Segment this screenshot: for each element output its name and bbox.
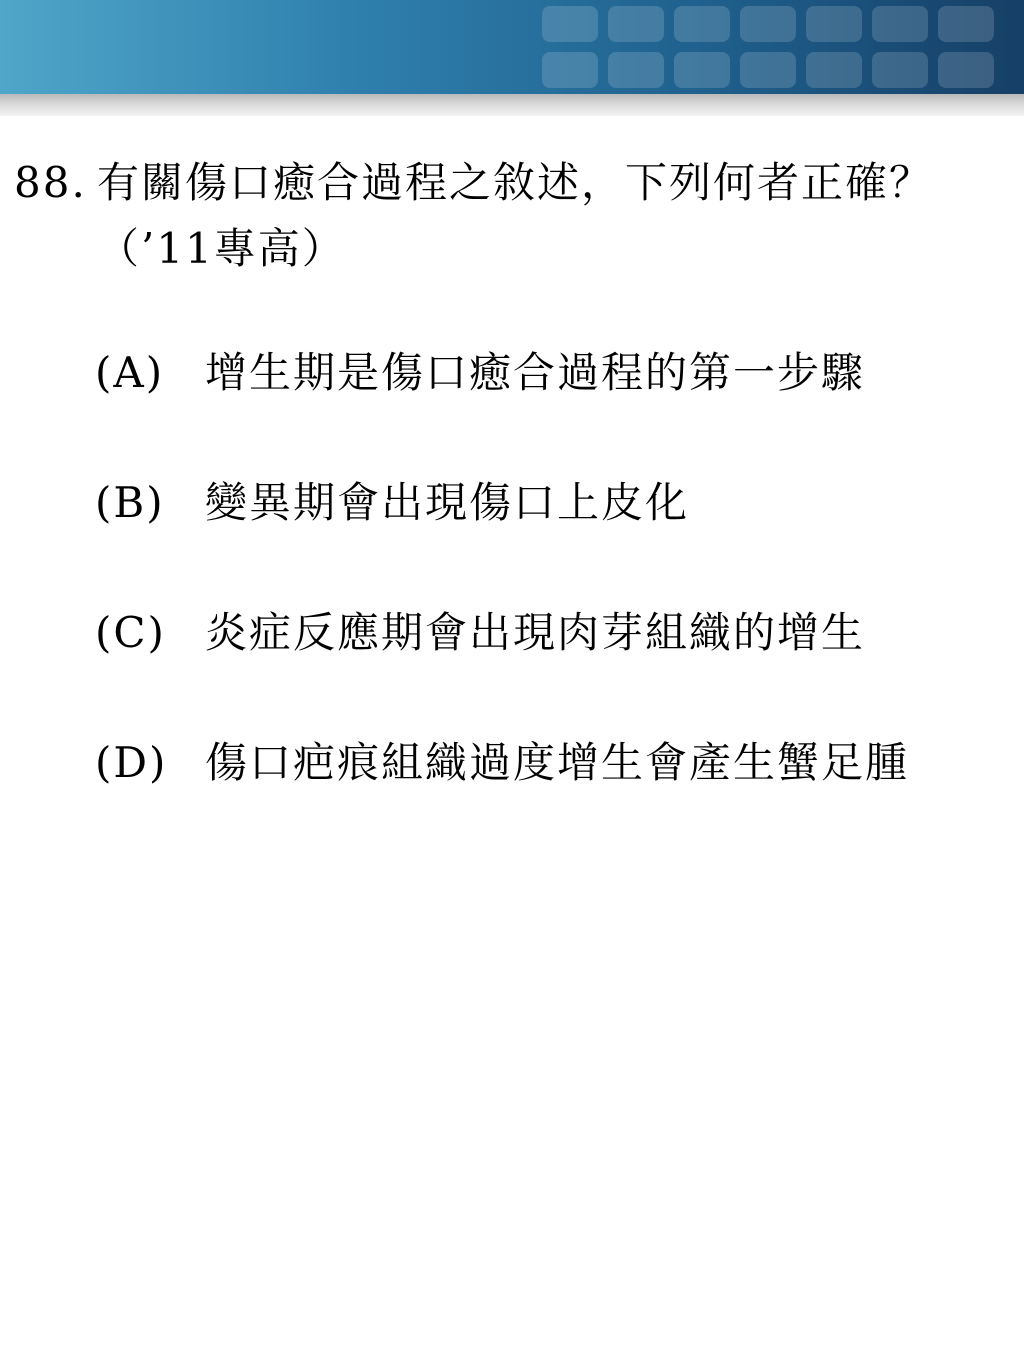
slide-content — [0, 150, 1024, 860]
option-text: 炎症反應期會出現肉芽組織的增生 — [205, 608, 866, 657]
header-banner — [0, 0, 1024, 94]
option-d — [0, 730, 1024, 796]
option-a — [0, 340, 1024, 406]
header-shadow-divider — [0, 94, 1024, 116]
option-text: 增生期是傷口癒合過程的第一步驟 — [205, 348, 866, 397]
option-text: 傷口疤痕組織過度增生會產生蟹足腫 — [205, 738, 910, 787]
answer-options — [0, 340, 1024, 796]
option-b — [0, 470, 1024, 536]
option-label: (B) — [95, 478, 165, 527]
question-text: 有關傷口癒合過程之敘述，下列何者正確？（’11專高） — [97, 158, 934, 273]
option-text: 變異期會出現傷口上皮化 — [205, 478, 690, 527]
option-label: (C) — [95, 608, 166, 657]
option-c — [0, 600, 1024, 666]
header-decoration — [542, 6, 994, 88]
question-number: 88. — [14, 158, 87, 207]
option-label: (D) — [95, 738, 168, 787]
option-label: (A) — [95, 348, 165, 397]
question — [0, 150, 1024, 282]
